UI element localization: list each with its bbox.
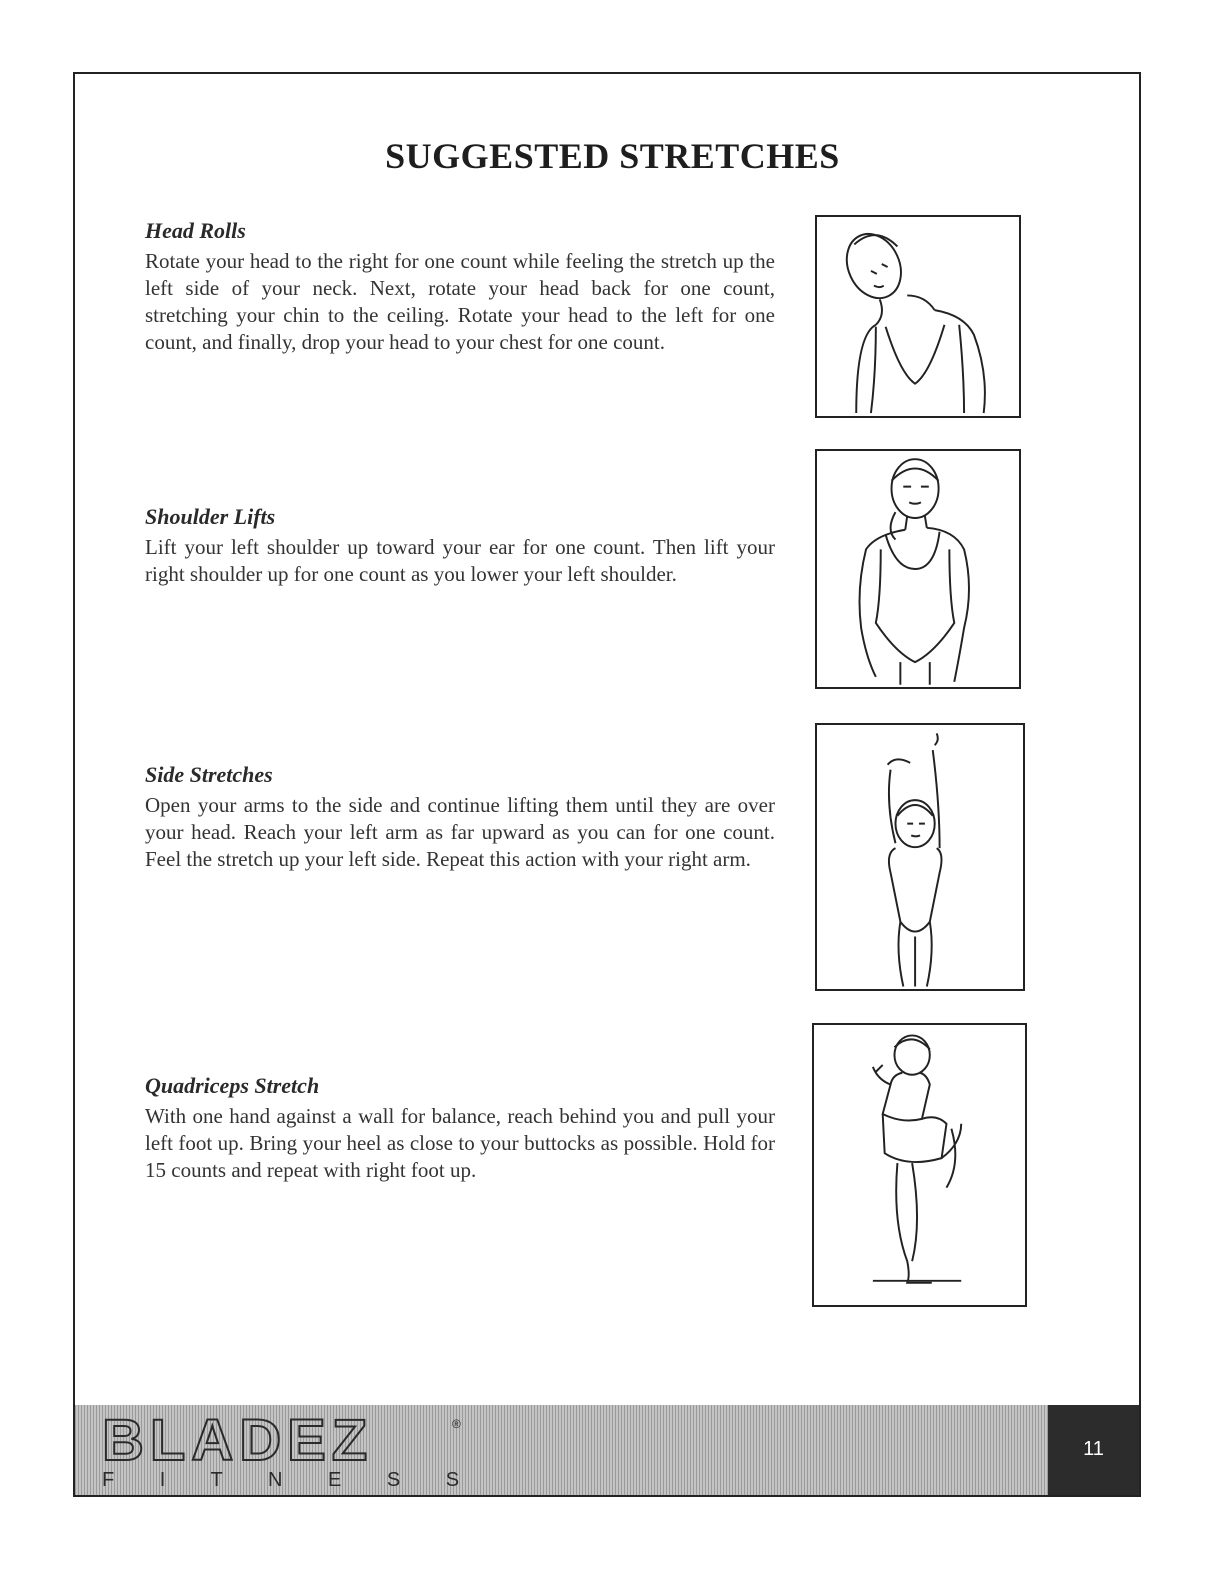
- section-heading: Side Stretches: [145, 762, 273, 787]
- section-heading: Quadriceps Stretch: [145, 1073, 320, 1098]
- logo-subtitle: F I T N E S S: [102, 1469, 480, 1491]
- side-stretch-figure: [815, 723, 1025, 991]
- page-title: SUGGESTED STRETCHES: [385, 136, 840, 176]
- head-roll-figure: [815, 215, 1021, 418]
- section-body: Lift your left shoulder up toward your ear for one count. Then lift your right shoulder up for one count as you lower your left shoulder.: [145, 535, 775, 586]
- section-heading: Shoulder Lifts: [145, 504, 276, 529]
- section-body: With one hand against a wall for balance, reach behind you and pull your left foot up. Bring your heel as close to your buttocks as possible. Hold for 15 counts and repeat with right foot up.: [145, 1104, 775, 1182]
- section-shoulder-lifts: [145, 504, 775, 588]
- shoulder-lift-figure: [815, 449, 1021, 689]
- registered-mark: ®: [452, 1417, 461, 1431]
- section-heading: Head Rolls: [145, 218, 246, 243]
- bladez-logo: [82, 1408, 482, 1493]
- section-quadriceps-stretch: [145, 1073, 775, 1184]
- section-head-rolls: [145, 218, 775, 356]
- section-body: Rotate your head to the right for one count while feeling the stretch up the left side of your neck. Next, rotate your head back for one count, stretching your chin to the ceiling. Rotate your head to the left for one count, and finally, drop your head to your chest for one count.: [145, 249, 775, 354]
- logo-wordmark: BLADEZ: [102, 1408, 374, 1473]
- section-side-stretches: [145, 762, 775, 873]
- quadriceps-stretch-figure: [812, 1023, 1027, 1307]
- section-body: Open your arms to the side and continue lifting them until they are over your head. Reach your left arm as far upward as you can for one count. Feel the stretch up your left side. Repeat this action with your right arm.: [145, 793, 775, 871]
- page-number: 11: [1083, 1438, 1104, 1460]
